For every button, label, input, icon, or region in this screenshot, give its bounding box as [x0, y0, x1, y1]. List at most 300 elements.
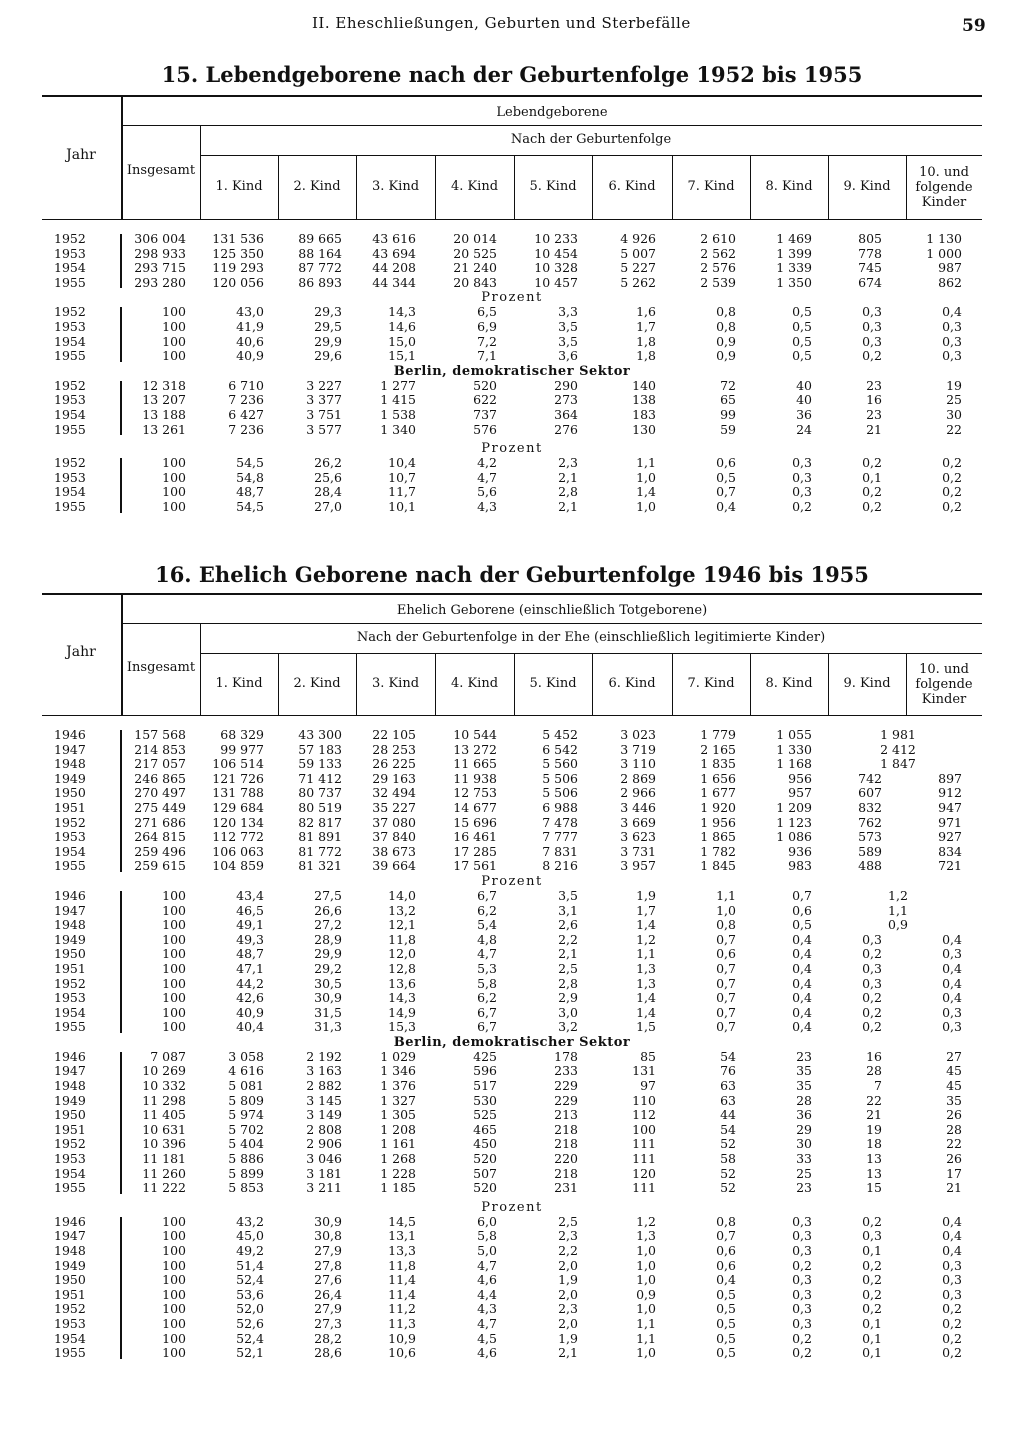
table-cell: 65: [720, 392, 736, 408]
table-cell: 0,3: [942, 1286, 962, 1302]
table-cell: 0,2: [862, 1257, 882, 1273]
table-cell: 6,2: [477, 902, 497, 918]
table-cell: 525: [473, 1107, 497, 1123]
table-cell: 1 268: [380, 1151, 416, 1167]
table-cell: 80 737: [298, 785, 342, 801]
table-cell: 0,5: [792, 304, 812, 320]
table-cell: 26,6: [314, 902, 342, 918]
col-kind-header: 3. Kind: [371, 676, 420, 691]
table-cell: 10 328: [534, 260, 578, 276]
table-row: [42, 232, 982, 247]
table-row: [42, 1108, 982, 1123]
table-cell: 1955: [54, 1019, 86, 1035]
table-cell: 16: [866, 1048, 882, 1064]
table-cell: 15,0: [388, 333, 416, 349]
table-cell: 14,3: [388, 304, 416, 320]
table-row: [42, 962, 982, 977]
table-cell: 25: [946, 392, 962, 408]
col-kind-header: 1. Kind: [215, 676, 263, 691]
table-cell: 12 318: [142, 377, 186, 393]
table-row: [42, 1167, 982, 1182]
table-cell: 5 506: [542, 770, 578, 786]
table-cell: 28,9: [314, 931, 342, 947]
table-cell: 100: [162, 1301, 186, 1317]
table-cell: 2 882: [306, 1078, 342, 1094]
table-cell: 10 631: [142, 1121, 186, 1137]
row-group: [42, 1215, 982, 1361]
table-cell: 1948: [54, 917, 86, 933]
table-cell: 28,2: [314, 1330, 342, 1346]
table-cell: 862: [938, 274, 962, 290]
table-cell: 13 207: [142, 392, 186, 408]
table-cell: 5,8: [477, 1228, 497, 1244]
table-cell: 0,3: [862, 318, 882, 334]
table-cell: 15,1: [388, 348, 416, 364]
col-kind-header: 8. Kind: [765, 179, 813, 194]
table-cell: 100: [162, 498, 186, 514]
table-cell: 2 610: [700, 231, 736, 246]
table-cell: 104 859: [212, 858, 264, 874]
table-cell: 1 656: [700, 770, 736, 786]
table-cell: 100: [162, 975, 186, 991]
table-cell: 88 164: [298, 245, 342, 261]
table-cell: 10,4: [388, 455, 416, 471]
table-row: [42, 845, 982, 860]
table-cell: 5 899: [228, 1165, 264, 1181]
row-group: [42, 728, 982, 874]
table-cell: 120: [632, 1165, 656, 1181]
table-cell: 5 404: [228, 1136, 264, 1152]
table-cell: 30,9: [314, 1213, 342, 1229]
col-year-header: Jahr: [66, 147, 96, 163]
table-cell: 63: [720, 1078, 736, 1094]
table-cell: 4,7: [477, 469, 497, 485]
table-row: [42, 743, 982, 758]
table-cell: 5 886: [228, 1151, 264, 1167]
col-kind-header: 6. Kind: [608, 179, 656, 194]
table-cell: 29,9: [314, 946, 342, 962]
row-group: [42, 1050, 982, 1196]
col-last-header: Kinder: [921, 195, 967, 210]
table-cell: 1 209: [776, 799, 812, 815]
col-total-header: Insgesamt: [126, 660, 196, 675]
table-cell: 2,8: [558, 975, 578, 991]
table-cell: 0,8: [716, 917, 736, 933]
table-cell: 271 686: [134, 814, 186, 830]
table-cell: 0,2: [942, 1315, 962, 1331]
table-cell: 100: [162, 960, 186, 976]
table-cell: 11 260: [142, 1165, 186, 1181]
table-cell: 6 988: [542, 799, 578, 815]
table-cell: 51,4: [236, 1257, 264, 1273]
table-cell: 0,9: [716, 348, 736, 364]
running-header: II. Eheschließungen, Geburten und Sterbefälle: [312, 14, 691, 32]
table-cell: 100: [162, 484, 186, 500]
table-row: [42, 1094, 982, 1109]
table-cell: 28,6: [314, 1345, 342, 1361]
table-cell: 100: [632, 1121, 656, 1137]
table-cell: 0,2: [942, 455, 962, 471]
table-cell: 13 188: [142, 406, 186, 422]
row-group: [42, 232, 982, 290]
table-cell: 100: [162, 1243, 186, 1258]
table-cell: 0,3: [862, 333, 882, 349]
table-cell: 15,3: [388, 1019, 416, 1035]
table-cell: 298 933: [134, 245, 186, 261]
table-cell: 0,8: [716, 304, 736, 320]
table-cell: 834: [938, 843, 962, 859]
table-cell: 3 669: [620, 814, 656, 830]
table-cell: 0,6: [716, 1257, 736, 1273]
table-cell: 52: [720, 1165, 736, 1181]
table-cell: 37 840: [372, 829, 416, 845]
table-cell: 3 719: [620, 741, 656, 757]
table-cell: 18: [866, 1136, 882, 1152]
table-cell: 233: [554, 1063, 578, 1079]
table-cell: 0,2: [862, 1004, 882, 1020]
table-cell: 16 461: [453, 829, 497, 845]
table-cell: 20 014: [453, 231, 497, 246]
table-cell: 2 192: [306, 1048, 342, 1064]
table-cell: 4,3: [477, 1301, 497, 1317]
table-cell: 1947: [54, 741, 86, 757]
table-cell: 1 835: [700, 756, 736, 772]
table-cell: 29: [796, 1121, 812, 1137]
table-cell: 1,1: [636, 1315, 656, 1331]
table-cell: 1953: [54, 990, 86, 1006]
table-cell: 100: [162, 1257, 186, 1273]
table-cell: 6,2: [477, 990, 497, 1006]
table-cell: 112: [632, 1107, 656, 1123]
table-cell: 2 966: [620, 785, 656, 801]
table-cell: 5,4: [477, 917, 497, 933]
table-cell: 59: [720, 421, 736, 437]
table-cell: 35: [796, 1063, 812, 1079]
table-cell: 4,6: [477, 1345, 497, 1361]
table-cell: 35 227: [372, 799, 416, 815]
table-cell: 7 087: [150, 1048, 186, 1064]
table-row: [42, 904, 982, 919]
table-cell: 1953: [54, 318, 86, 334]
table-cell: 30,8: [314, 1228, 342, 1244]
table-cell: 5 974: [228, 1107, 264, 1123]
table-cell: 27,9: [314, 1243, 342, 1258]
table-cell: 59 133: [298, 756, 342, 772]
table-cell: 1955: [54, 421, 86, 437]
col-last-header: folgende: [915, 677, 973, 692]
table-cell: 30,5: [314, 975, 342, 991]
table-cell: 3 145: [306, 1092, 342, 1108]
table-cell: 1953: [54, 1151, 86, 1167]
table-cell: 0,4: [792, 1019, 812, 1035]
table-cell: 100: [162, 1315, 186, 1331]
table-cell: 450: [473, 1136, 497, 1152]
table-cell: 14,0: [388, 887, 416, 903]
table-cell: 1955: [54, 1180, 86, 1196]
table-cell: 1954: [54, 333, 86, 349]
table-cell: 52: [720, 1180, 736, 1196]
table-cell: 3 623: [620, 829, 656, 845]
table-cell: 0,2: [862, 1019, 882, 1035]
table-cell: 0,7: [716, 1004, 736, 1020]
table-cell: 2,6: [558, 917, 578, 933]
table-cell: 983: [788, 858, 812, 874]
table-cell: 4,7: [477, 1315, 497, 1331]
table-cell: 11 181: [142, 1151, 186, 1167]
col-kind-header: 9. Kind: [843, 676, 891, 691]
col-kind-header: 4. Kind: [450, 179, 499, 194]
table-cell: 6,9: [477, 318, 497, 334]
table-row: [42, 471, 982, 486]
table-cell: 40,9: [236, 348, 264, 364]
table-cell: 1952: [54, 377, 86, 393]
table-cell: 81 891: [298, 829, 342, 845]
table-cell: 54: [720, 1121, 736, 1137]
table-cell: 1952: [54, 304, 86, 320]
table-row: [42, 1244, 982, 1259]
table-cell: 40,6: [236, 333, 264, 349]
table-cell: 1,6: [636, 304, 656, 320]
table-cell: 2 576: [700, 260, 736, 276]
table-cell: 5 262: [620, 274, 656, 290]
table-cell: 6,7: [477, 887, 497, 903]
table-cell: 6,7: [477, 1004, 497, 1020]
table-cell: 0,2: [942, 498, 962, 514]
table-cell: 3 163: [306, 1063, 342, 1079]
table-cell: 31,5: [314, 1004, 342, 1020]
table-row: [42, 261, 982, 276]
table-cell: 30: [796, 1136, 812, 1152]
table-cell: 45,0: [236, 1228, 264, 1244]
table-cell: 32 494: [372, 785, 416, 801]
table-cell: 0,3: [942, 348, 962, 364]
table-cell: 530: [473, 1092, 497, 1108]
table-row: [42, 772, 982, 787]
table-cell: 1 782: [700, 843, 736, 859]
table-cell: 1,7: [636, 318, 656, 334]
table-cell: 1 168: [776, 756, 812, 772]
table-cell: 13,2: [388, 902, 416, 918]
table-cell: 5 853: [228, 1180, 264, 1196]
table-cell: 0,5: [792, 318, 812, 334]
table-cell: 100: [162, 333, 186, 349]
table-cell: 0,3: [792, 1272, 812, 1288]
table-cell: 6 427: [228, 406, 264, 422]
table-cell: 54: [720, 1048, 736, 1064]
table-cell: 1953: [54, 245, 86, 261]
table-cell: 1 340: [380, 421, 416, 437]
table-body: [42, 716, 982, 1361]
table-cell: 5 506: [542, 785, 578, 801]
table-cell: 29,9: [314, 333, 342, 349]
table-cell: 4 616: [228, 1063, 264, 1079]
table-cell: 1946: [54, 887, 86, 903]
table-row: [42, 335, 982, 350]
table-cell: 27: [946, 1048, 962, 1064]
table-cell: 27,9: [314, 1301, 342, 1317]
percent-section-label: Prozent: [481, 873, 543, 889]
table-cell: 1955: [54, 348, 86, 364]
table-cell: 0,3: [792, 1315, 812, 1331]
table-cell: 100: [162, 917, 186, 933]
table-cell: 1,3: [636, 960, 656, 976]
table-cell: 2,3: [558, 455, 578, 471]
table-cell: 99: [720, 406, 736, 422]
table-cell: 106 063: [212, 843, 264, 859]
table-cell: 0,2: [862, 946, 882, 962]
table-cell: 8 216: [542, 858, 578, 874]
table-cell: 936: [788, 843, 812, 859]
table-row: [42, 1259, 982, 1274]
table-row: [42, 728, 982, 743]
table-cell: 4,4: [477, 1286, 497, 1302]
row-group: [42, 305, 982, 363]
table-cell: 106 514: [212, 756, 264, 772]
table-cell: 14,9: [388, 1004, 416, 1020]
table-cell: 1 350: [776, 274, 812, 290]
table-cell: 27,8: [314, 1257, 342, 1273]
table-cell: 19: [946, 377, 962, 393]
table-cell: 35: [796, 1078, 812, 1094]
table-cell: 0,1: [862, 1345, 882, 1361]
table-cell: 100: [162, 946, 186, 962]
table-cell: 25,6: [314, 469, 342, 485]
table-cell: 2,2: [558, 931, 578, 947]
table-row: [42, 1079, 982, 1094]
table-cell: 40: [796, 392, 812, 408]
col-kind-header: 8. Kind: [765, 676, 813, 691]
table-cell: 47,1: [236, 960, 264, 976]
table-cell: 125 350: [212, 245, 264, 261]
table-cell: 229: [554, 1078, 578, 1094]
table-row: [42, 933, 982, 948]
table-cell: 7 236: [228, 421, 264, 437]
table-cell: 0,4: [942, 1213, 962, 1229]
col-last-header: folgende: [915, 180, 973, 195]
table-row: [42, 1229, 982, 1244]
table-cell: 0,2: [792, 1257, 812, 1273]
table-cell: 178: [554, 1048, 578, 1064]
table-cell: 213: [554, 1107, 578, 1123]
table-cell: 1950: [54, 1107, 86, 1123]
table-cell: 3 446: [620, 799, 656, 815]
table-cell: 0,6: [792, 902, 812, 918]
table-cell: 1950: [54, 785, 86, 801]
table-cell: 43 616: [372, 231, 416, 246]
row-group: [42, 889, 982, 1035]
table-cell: 3,5: [558, 333, 578, 349]
table-cell: 81 321: [298, 858, 342, 874]
table-row: [42, 889, 982, 904]
table-cell: 1947: [54, 902, 86, 918]
table-cell: 2 562: [700, 245, 736, 261]
table-cell: 1 847: [880, 756, 916, 772]
table-cell: 293 280: [134, 274, 186, 290]
table-cell: 0,3: [862, 975, 882, 991]
table-cell: 1 123: [776, 814, 812, 830]
table-cell: 3,5: [558, 318, 578, 334]
table-cell: 13: [866, 1151, 882, 1167]
table-cell: 11,3: [388, 1315, 416, 1331]
table-cell: 220: [554, 1151, 578, 1167]
table-cell: 1952: [54, 814, 86, 830]
table-cell: 3 058: [228, 1048, 264, 1064]
table-cell: 1 055: [776, 727, 812, 742]
group-header: Lebendgeborene: [496, 105, 608, 120]
table-cell: 1 376: [380, 1078, 416, 1094]
table-cell: 218: [554, 1136, 578, 1152]
table-cell: 0,4: [716, 498, 736, 514]
table-cell: 6,0: [477, 1213, 497, 1229]
table-cell: 40,9: [236, 1004, 264, 1020]
table-cell: 21: [866, 1107, 882, 1123]
table-cell: 100: [162, 1286, 186, 1302]
table-cell: 1,3: [636, 1228, 656, 1244]
table-cell: 1949: [54, 1257, 86, 1273]
table-cell: 0,3: [942, 1019, 962, 1035]
table-cell: 0,2: [792, 1345, 812, 1361]
row-group: [42, 456, 982, 514]
col-total-header: Insgesamt: [126, 163, 196, 178]
table-cell: 1,8: [636, 333, 656, 349]
table-cell: 1,0: [636, 469, 656, 485]
table-row: [42, 320, 982, 335]
table-cell: 21: [946, 1180, 962, 1196]
table-cell: 19: [866, 1121, 882, 1137]
table-row: [42, 1050, 982, 1065]
table-cell: 5 007: [620, 245, 656, 261]
table-cell: 1,0: [636, 1243, 656, 1258]
table-cell: 0,4: [792, 975, 812, 991]
table-cell: 0,6: [716, 1243, 736, 1258]
table-cell: 0,2: [942, 1345, 962, 1361]
table-cell: 5 560: [542, 756, 578, 772]
table-cell: 0,7: [716, 931, 736, 947]
berlin-section-label: Berlin, demokratischer Sektor: [393, 1034, 631, 1050]
table-cell: 4,6: [477, 1272, 497, 1288]
table-cell: 7: [874, 1078, 882, 1094]
berlin-section-label: Berlin, demokratischer Sektor: [393, 363, 631, 379]
table-cell: 4,7: [477, 946, 497, 962]
table-cell: 259 615: [134, 858, 186, 874]
table-cell: 1,1: [636, 1330, 656, 1346]
table-cell: 3 731: [620, 843, 656, 859]
table-cell: 1,8: [636, 348, 656, 364]
table-cell: 7 777: [542, 829, 578, 845]
table-cell: 35: [946, 1092, 962, 1108]
table-cell: 41,9: [236, 318, 264, 334]
table-cell: 1 865: [700, 829, 736, 845]
table-row: [42, 1181, 982, 1196]
table-cell: 1 920: [700, 799, 736, 815]
table-cell: 5,6: [477, 484, 497, 500]
table-cell: 2 539: [700, 274, 736, 290]
table-cell: 762: [858, 814, 882, 830]
table-cell: 110: [632, 1092, 656, 1108]
table-cell: 1 469: [776, 231, 812, 246]
table-cell: 1,7: [636, 902, 656, 918]
table-cell: 1,0: [636, 1257, 656, 1273]
table-cell: 100: [162, 318, 186, 334]
table-cell: 44 208: [372, 260, 416, 276]
table-cell: 52,4: [236, 1272, 264, 1288]
table-cell: 85: [640, 1048, 656, 1064]
table-cell: 3 377: [306, 392, 342, 408]
row-group: [42, 379, 982, 437]
table-cell: 1950: [54, 1272, 86, 1288]
table-cell: 1,2: [888, 887, 908, 903]
table-cell: 100: [162, 348, 186, 364]
